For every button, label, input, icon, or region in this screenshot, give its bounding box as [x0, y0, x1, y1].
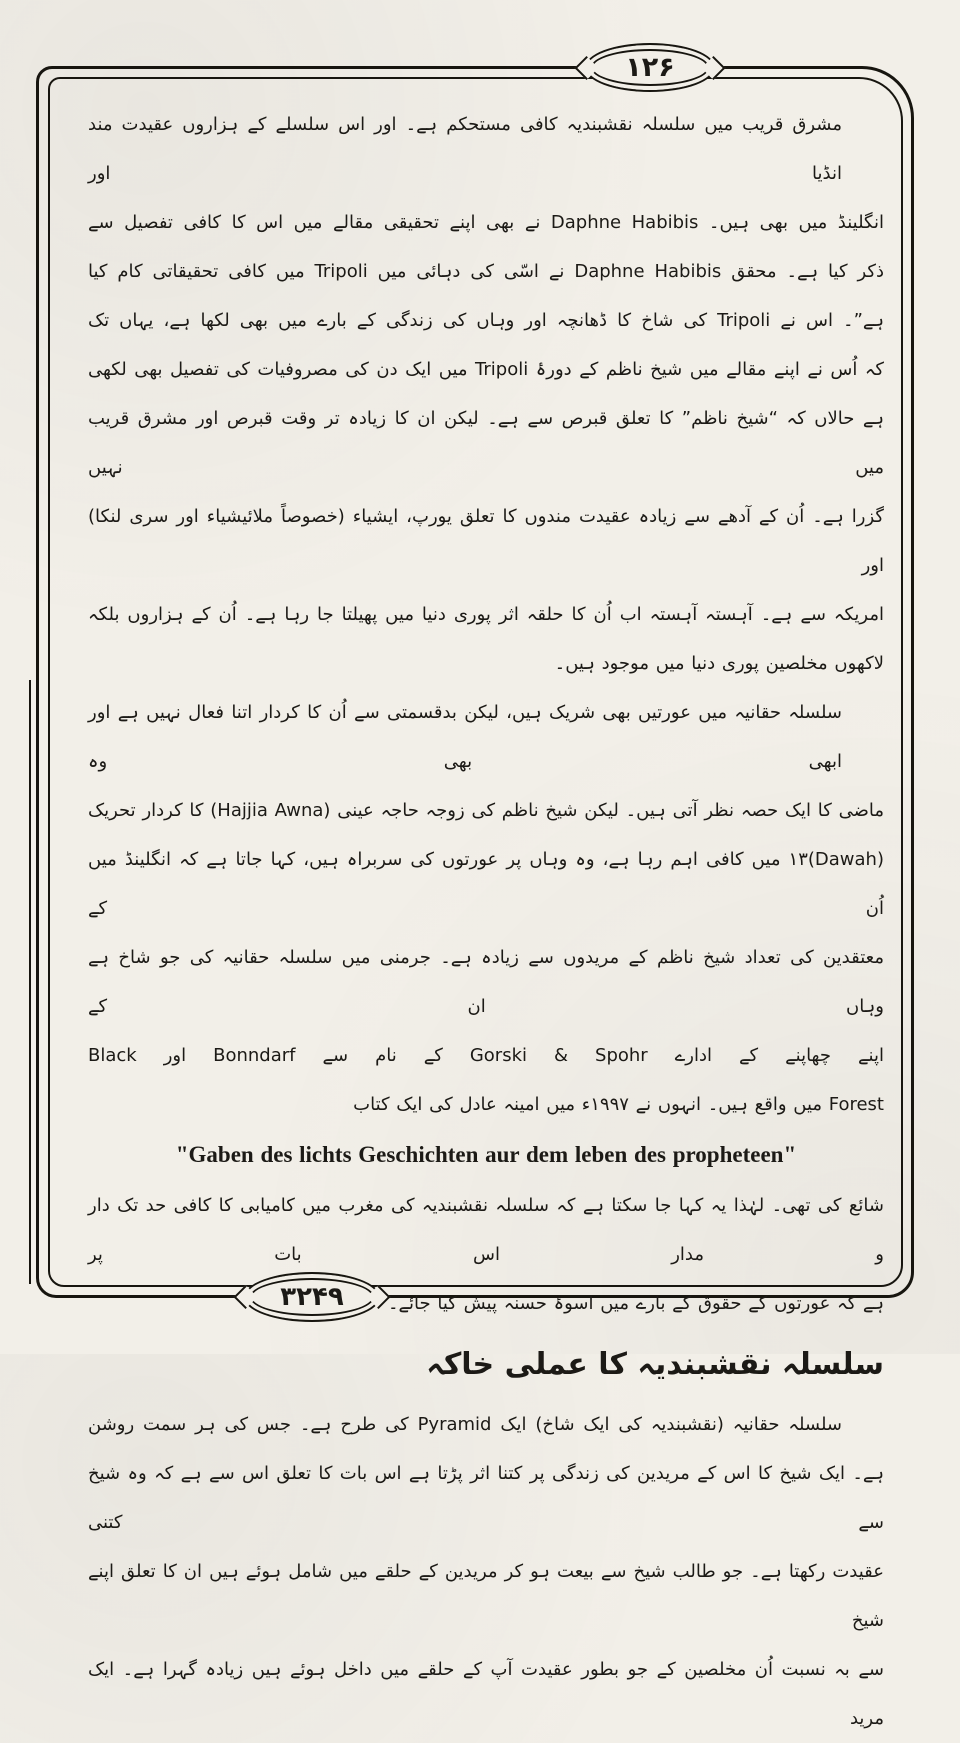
text-line: معتقدین کی تعداد شیخ ناظم کے مریدوں سے زیادہ ہے۔ جرمنی میں سلسلہ حقانیہ کی جو شاخ ہے وہاں ان کے [88, 947, 884, 1017]
german-book-title: "Gaben des lichts Geschichten aur dem leben des propheteen" [175, 1142, 797, 1167]
text-line: کہ اُس نے اپنے مقالے میں شیخ ناظم کے دورۂ Tripoli میں ایک دن کی مصروفیات کی تفصیل بھی لکھی [88, 359, 884, 380]
text-line: شائع کی تھی۔ لہٰذا یہ کہا جا سکتا ہے کہ سلسلہ نقشبندیہ کی مغرب میں کامیابی کا کافی حد تک دار و مدار اس بات پر [88, 1195, 884, 1265]
page-border-left-accent [29, 680, 31, 1284]
text-line: عقیدت رکھتا ہے۔ جو طالب شیخ سے بیعت ہو کر مریدین کے حلقے میں شامل ہوئے ہیں ان کا تعلق اپنے شیخ [88, 1561, 884, 1631]
text-line: گزرا ہے۔ اُن کے آدھے سے زیادہ عقیدت مندوں کا تعلق یورپ، ایشیاء (خصوصاً ملائیشیاء اور سری لنکا) اور [88, 506, 884, 576]
section-heading: سلسلہ نقشبندیہ کا عملی خاکہ [426, 1347, 884, 1382]
text-line: امریکہ سے ہے۔ آہستہ آہستہ اب اُن کا حلقہ اثر پوری دنیا میں پھیلتا جا رہا ہے۔ اُن کے ہزاروں بلکہ [88, 604, 884, 625]
text-line: انگلینڈ میں بھی ہیں۔ Daphne Habibis نے بھی اپنے تحقیقی مقالے میں اس کا کافی تفصیل سے [88, 212, 884, 233]
text-line: Forest میں واقع ہیں۔ انہوں نے ۱۹۹۷ء میں امینہ عادل کی ایک کتاب [353, 1094, 884, 1115]
text-line: سے بہ نسبت اُن مخلصین کے جو بطور عقیدت آپ کے حلقے میں داخل ہوئے ہیں زیادہ گہرا ہے۔ ایک مرید [88, 1659, 884, 1729]
page-number-bottom: ۳۲۴۹ [280, 1282, 344, 1312]
text-line: سلسلہ حقانیہ میں عورتیں بھی شریک ہیں، لیکن بدقسمتی سے اُن کا کردار اتنا فعال نہیں ہے اور ابھی بھی وہ [88, 702, 842, 772]
page-number-cartouche-top [585, 43, 715, 92]
text-line: (Dawah)۱۳ میں کافی اہم رہا ہے، وہ وہاں پر عورتوں کی سربراہ ہیں، کہا جاتا ہے کہ انگلینڈ میں اُن کے [88, 849, 884, 919]
page-number-top: ۱۲۶ [625, 52, 675, 83]
text-line: مشرق قریب میں سلسلہ نقشبندیہ کافی مستحکم ہے۔ اور اس سلسلے کے ہزاروں عقیدت مند انڈیا اور [88, 114, 842, 184]
text-line: اپنے چھاپنے کے ادارے Gorski & Spohr کے نام سے Bonndarf اور Black [88, 1045, 884, 1066]
text-line: ہے۔ ایک شیخ کا اس کے مریدین کی زندگی پر کتنا اثر پڑتا ہے اس بات کا تعلق اس سے ہے کہ وہ شیخ سے کتنی [88, 1463, 884, 1533]
text-line: لاکھوں مخلصین پوری دنیا میں موجود ہیں۔ [554, 653, 884, 674]
page-number-cartouche-bottom [244, 1272, 380, 1322]
text-line: سلسلہ حقانیہ (نقشبندیہ کی ایک شاخ) ایک Pyramid کی طرح ہے۔ جس کی ہر سمت روشن [88, 1414, 842, 1435]
text-line: ہے”۔ اس نے Tripoli کی شاخ کا ڈھانچہ اور وہاں کی زندگی کے بارے میں بھی لکھا ہے، یہاں تک [88, 310, 884, 331]
text-line: ہے کہ عورتوں کے حقوق کے بارے میں اسوۂ حسنہ پیش کیا جائے۔ [387, 1293, 884, 1314]
body-text [88, 100, 884, 1743]
text-line: ہے حالاں کہ “شیخ ناظم” کا تعلق قبرص سے ہے۔ لیکن ان کا زیادہ تر وقت قبرص اور مشرق قریب میں نہیں [88, 408, 884, 478]
text-line: ماضی کا ایک حصہ نظر آتی ہیں۔ لیکن شیخ ناظم کی زوجہ حاجہ عینی (Hajjia Awna) کا کردار تحریک [88, 800, 884, 821]
text-line: ذکر کیا ہے۔ محقق Daphne Habibis نے اسّی کی دہائی میں Tripoli میں کافی تحقیقاتی کام کیا [88, 261, 884, 282]
